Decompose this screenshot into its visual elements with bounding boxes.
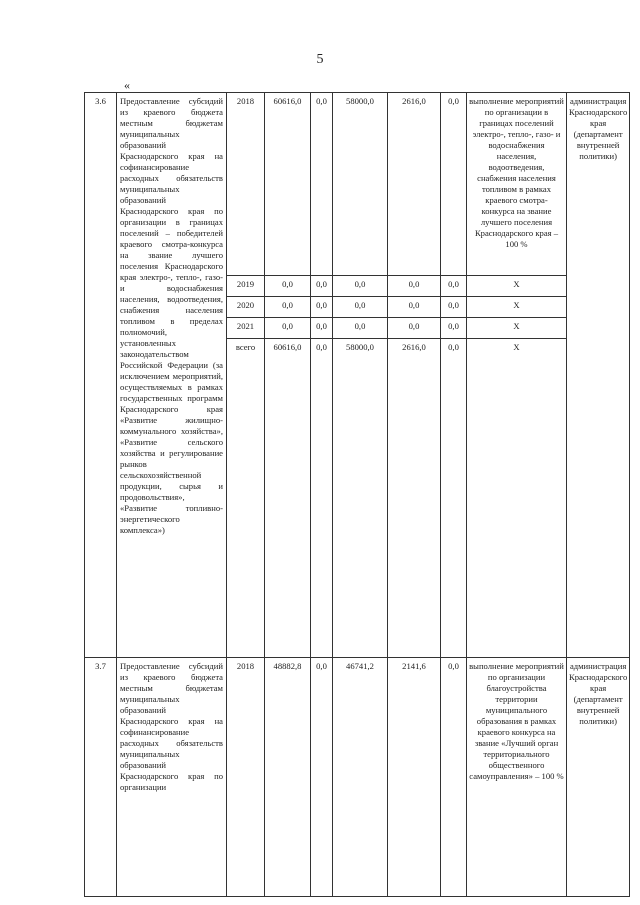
regional-cell: 58000,0 — [333, 339, 388, 658]
extrabudget-cell: 0,0 — [441, 276, 467, 297]
year-cell: 2021 — [227, 318, 265, 339]
year-cell: 2018 — [227, 93, 265, 276]
federal-cell: 0,0 — [311, 297, 333, 318]
municipal-cell: 0,0 — [388, 297, 441, 318]
extrabudget-cell: 0,0 — [441, 93, 467, 276]
extrabudget-cell: 0,0 — [441, 318, 467, 339]
year-cell: 2019 — [227, 276, 265, 297]
total-cell: 0,0 — [265, 297, 311, 318]
federal-cell: 0,0 — [311, 658, 333, 897]
result-cell: X — [467, 276, 567, 297]
table-row — [85, 658, 630, 897]
quote-mark: « — [124, 78, 130, 92]
row-number: 3.6 — [85, 93, 117, 658]
regional-cell: 0,0 — [333, 318, 388, 339]
extrabudget-cell: 0,0 — [441, 339, 467, 658]
total-cell: 60616,0 — [265, 93, 311, 276]
regional-cell: 0,0 — [333, 276, 388, 297]
regional-cell: 58000,0 — [333, 93, 388, 276]
year-cell: 2020 — [227, 297, 265, 318]
year-cell: 2018 — [227, 658, 265, 897]
result-cell: X — [467, 339, 567, 658]
extrabudget-cell: 0,0 — [441, 297, 467, 318]
municipal-cell: 2141,6 — [388, 658, 441, 897]
program-table — [84, 92, 630, 897]
regional-cell: 46741,2 — [333, 658, 388, 897]
federal-cell: 0,0 — [311, 93, 333, 276]
result-cell: X — [467, 297, 567, 318]
row-number: 3.7 — [85, 658, 117, 897]
federal-cell: 0,0 — [311, 276, 333, 297]
result-cell: выполнение мероприятий по организации в границах поселений электро-, тепло-, газо- и водоснабжения населения, водоотведения, снабжения населения топливом в рамках краевого смотра-конкурса на звание лучшего поселения Краснодарского края – 100 % — [467, 93, 567, 276]
total-cell: 0,0 — [265, 318, 311, 339]
total-cell: 48882,8 — [265, 658, 311, 897]
measure-name: Предоставление субсидий из краевого бюджета местным бюджетам муниципальных образований Краснодарского края на софинансирование расходных обязательств муниципальных образований Краснодарского края по организации в границах поселений – победителей краевого смотра-конкурса на звание лучшего поселения Краснодарского края электро-, тепло-, газо- и водоснабжения населения, водоотведения, снабжения населения топливом в пределах полномочий, установленных законодательством Российской Федерации (за исключением мероприятий, осуществляемых в рамках государственных программ Краснодарского края «Развитие жилищно-коммунального хозяйства», «Развитие сельского хозяйства и регулирование рынков сельскохозяйственной продукции, сырья и продовольствия», «Развитие топливно-энергетического комплекса») — [117, 93, 227, 658]
measure-name: Предоставление субсидий из краевого бюджета местным бюджетам муниципальных образований Краснодарского края на софинансирование расходных обязательств муниципальных образований Краснодарского края по организации — [117, 658, 227, 897]
total-cell: 0,0 — [265, 276, 311, 297]
year-cell: всего — [227, 339, 265, 658]
municipal-cell: 0,0 — [388, 276, 441, 297]
result-cell: X — [467, 318, 567, 339]
municipal-cell: 2616,0 — [388, 339, 441, 658]
responsible-org: администрация Краснодарского края (департамент внутренней политики) — [567, 658, 630, 897]
total-cell: 60616,0 — [265, 339, 311, 658]
table-row — [85, 93, 630, 276]
page-number: 5 — [316, 52, 324, 67]
federal-cell: 0,0 — [311, 339, 333, 658]
federal-cell: 0,0 — [311, 318, 333, 339]
regional-cell: 0,0 — [333, 297, 388, 318]
municipal-cell: 2616,0 — [388, 93, 441, 276]
extrabudget-cell: 0,0 — [441, 658, 467, 897]
responsible-org: администрация Краснодарского края (департамент внутренней политики) — [567, 93, 630, 658]
result-cell: выполнение мероприятий по организации благоустройства территории муниципального образования в рамках краевого конкурса на звание «Лучший орган территориального общественного самоуправления» – 100 % — [467, 658, 567, 897]
municipal-cell: 0,0 — [388, 318, 441, 339]
